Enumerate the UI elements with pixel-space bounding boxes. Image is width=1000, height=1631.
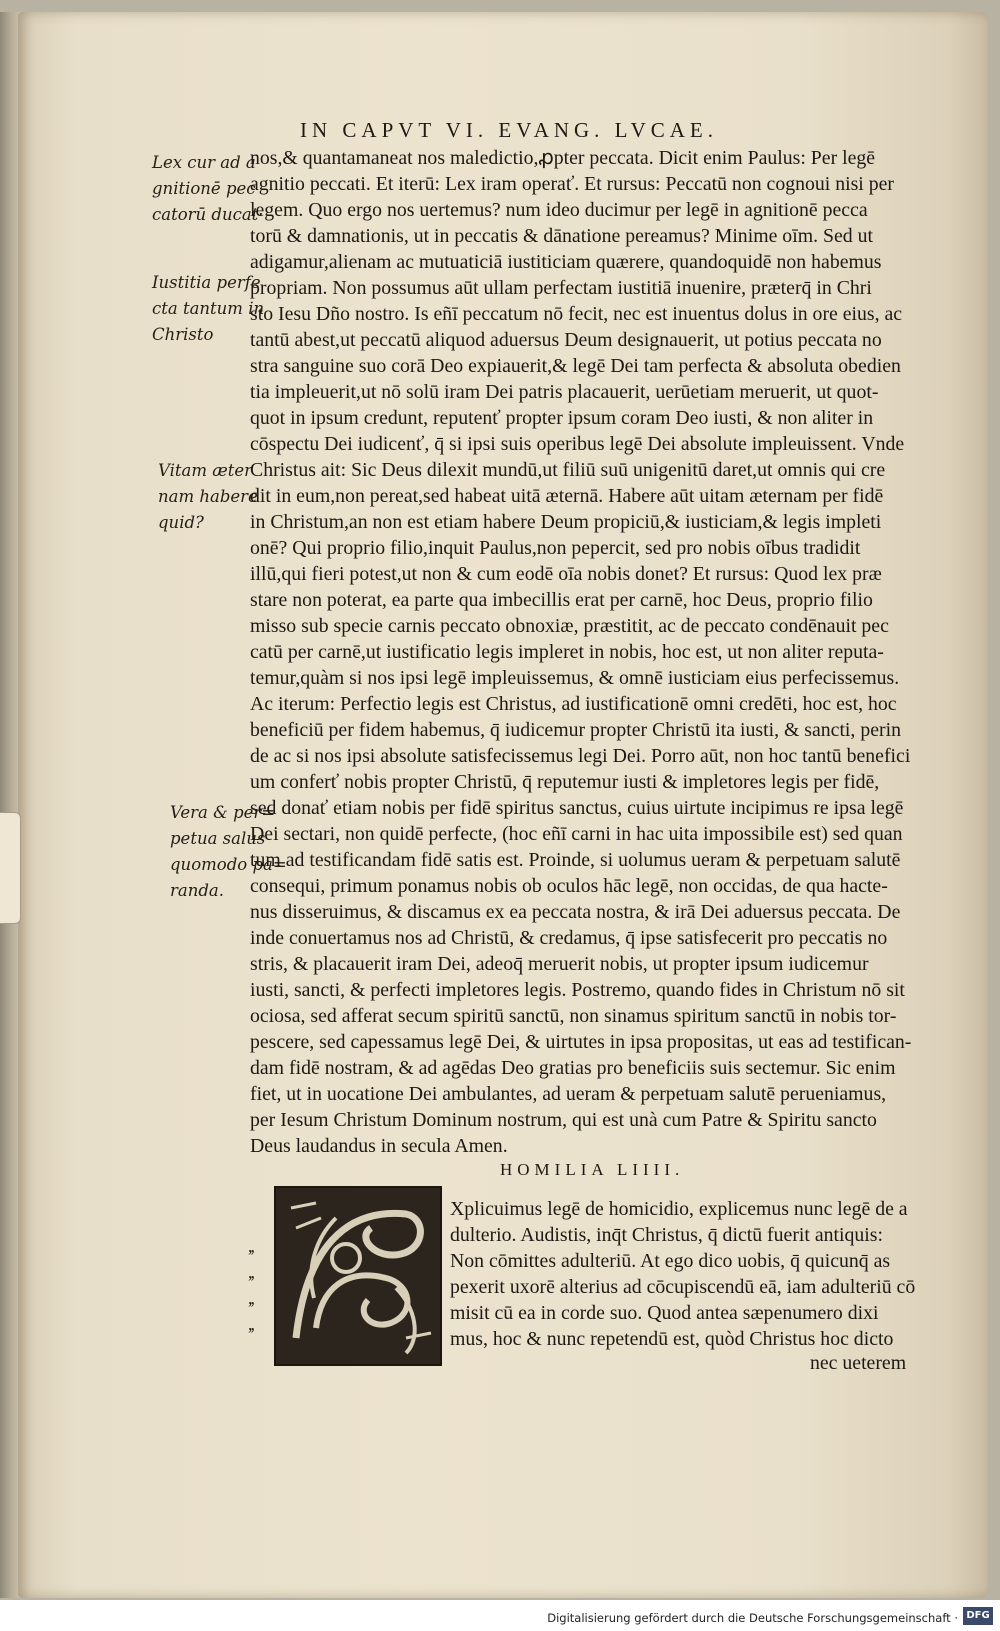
margin-note-1 bbox=[152, 150, 264, 228]
text-line: adigamur,alienam ac mutuaticiā iustiticiam quærere, quandoquidē non habemus bbox=[250, 251, 882, 273]
margin-note-line: cta tantum in bbox=[152, 299, 265, 318]
text-line: agnitio peccati. Et iterū: Lex iram operať. Et rursus: Peccatū non cognoui nisi per bbox=[250, 173, 895, 195]
text-line: stare non poterat, ea parte qua imbecillis erat per carnē, hoc Deus, proprio filio bbox=[250, 589, 873, 611]
text-line: tum ad testificandam fidē satis est. Proinde, si uolumus ueram & perpetuam salutē bbox=[250, 849, 901, 871]
margin-note-line: quomodo pa= bbox=[170, 855, 287, 874]
text-line: pescere, sed capessamus legē Dei, & uirtutes in ipsa propositas, ut eas ad testifican- bbox=[250, 1031, 912, 1053]
text-line: mus, hoc & nunc repetendū est, quòd Christus hoc dicto bbox=[450, 1328, 894, 1350]
text-line: Dei sectari, non quidē perfecte, (hoc eñī carni in hac uita impossibile est) sed quan bbox=[250, 823, 903, 845]
text-line: misit cū ea in corde suo. Quod antea sæpenumero dixi bbox=[450, 1302, 879, 1324]
text-line: fiet, ut in uocatione Dei ambulantes, ad ueram & perpetuam salutē perueniamus, bbox=[250, 1083, 887, 1105]
text-line: beneficiū per fidem habemus, q̄ iudicemur propter Christū ita iusti, & sancti, perin bbox=[250, 719, 901, 741]
text-line: per Iesum Christum Dominum nostrum, qui est unà cum Patre & Spiritu sancto bbox=[250, 1109, 877, 1131]
text-line: illū,qui fieri potest,ut non & cum eodē oīa nobis donet? Et rursus: Quod lex præ bbox=[250, 563, 882, 585]
text-line: onē? Qui proprio filio,inquit Paulus,non pepercit, sed pro nobis oībus tradidit bbox=[250, 537, 861, 559]
text-line: Non cōmittes adulteriū. At ego dico uobis, q̄ quicunq̄ as bbox=[450, 1250, 891, 1272]
text-line: in Christum,an non est etiam habere Deum propiciū,& iusticiam,& legis impleti bbox=[250, 511, 882, 533]
text-line: cōspectu Dei iudicenť, q̄ si ipsi suis operibus legē Dei absolute impleuissent. Vnde bbox=[250, 433, 905, 455]
page-clip bbox=[0, 812, 21, 924]
text-line: ociosa, sed afferat secum spiritū sanctū, non sinamus spiritum sanctū in nobis tor- bbox=[250, 1005, 897, 1027]
dfg-logo: DFG bbox=[963, 1607, 993, 1625]
text-line: tia impleuerit,ut nō solū iram Dei patris placauerit, uerūetiam meruerit, ut quot- bbox=[250, 381, 879, 403]
text-line: torū & damnationis, ut in peccatis & dānatione pereamus? Minime oīm. Sed ut bbox=[250, 225, 873, 247]
text-line: dam fidē nostram, & ad agēdas Deo gratias pro beneficiis suis sectemur. Sic enim bbox=[250, 1057, 896, 1079]
text-line: stris, & placauerit iram Dei, adeoq̄ meruerit nobis, ut propter ipsum iudicemur bbox=[250, 953, 869, 975]
quote-mark: ,, bbox=[248, 1314, 253, 1334]
text-line: consequi, primum ponamus nobis ob oculos hāc legē, non occidas, de qua hacte- bbox=[250, 875, 888, 897]
margin-note-line: quid? bbox=[158, 513, 204, 532]
margin-note-line: catorū ducat· bbox=[152, 205, 264, 224]
text-line: pexerit uxorē alterius ad cōcupiscendū eā, iam adulteriū cō bbox=[450, 1276, 916, 1298]
text-line: dit in eum,non pereat,sed habeat uitā æternā. Habere aūt uitam æternam per fidē bbox=[250, 485, 884, 507]
margin-note-line: Iustitia perfe bbox=[152, 273, 261, 292]
text-line: nus disseruimus, & discamus ex ea peccata nostra, & irā Dei aduersus peccata. De bbox=[250, 901, 901, 923]
text-line: Deus laudandus in secula Amen. bbox=[250, 1135, 508, 1157]
ornament-icon bbox=[276, 1188, 440, 1364]
text-line: dulterio. Audistis, inq̄t Christus, q̄ dictū fuerit antiquis: bbox=[450, 1224, 883, 1246]
decorated-initial-e bbox=[274, 1186, 442, 1366]
margin-note-line: nam habere bbox=[158, 487, 258, 506]
text-line: misso sub specie carnis peccato obnoxiæ, præstitit, ac de peccato condēnauit pec bbox=[250, 615, 889, 637]
margin-note-line: Vitam æter bbox=[158, 461, 253, 480]
text-line: de ac si nos ipsi absolute satisfecissemus legi Dei. Porro aūt, non hoc tantū benefici bbox=[250, 745, 911, 767]
text-line: iusti, sancti, & perfecti impletores legis. Postremo, quando fides in Christum nō sit bbox=[250, 979, 905, 1001]
text-line: Xplicuimus legē de homicidio, explicemus nunc legē de a bbox=[450, 1198, 908, 1220]
margin-note-line: Lex cur ad a bbox=[152, 153, 256, 172]
text-line: sed donať etiam nobis per fidē spiritus sanctus, cuius uirtute incipimus re ipsa legē bbox=[250, 797, 904, 819]
text-line: temur,quàm si nos ipsi legē impleuissemus, & omnē iusticiam eius perfecissemus. bbox=[250, 667, 900, 689]
margin-note-2 bbox=[152, 270, 264, 348]
quote-mark: ,, bbox=[248, 1288, 253, 1308]
text-line: nos,& quantamaneat nos maledictio,ꝓpter peccata. Dicit enim Paulus: Per legē bbox=[250, 147, 876, 169]
text-line: Ac iterum: Perfectio legis est Christus, ad iustificationē omni credēti, hoc est, hoc bbox=[250, 693, 897, 715]
funding-credit: Digitalisierung gefördert durch die Deutsche Forschungsgemeinschaft · bbox=[547, 1611, 958, 1625]
margin-note-line: Christo bbox=[152, 325, 214, 344]
text-line: stra sanguine suo corā Deo expiauerit,& legē Dei tam perfecta & absoluta obedien bbox=[250, 355, 901, 377]
text-line: tantū abest,ut peccatū aliquod aduersus Deum designauerit, ut potius peccata no bbox=[250, 329, 882, 351]
margin-note-line: randa. bbox=[170, 881, 224, 900]
margin-note-line: gnitionē pec bbox=[152, 179, 256, 198]
margin-note-line: petua salus bbox=[170, 829, 266, 848]
text-line: catū per carnē,ut iustificatio legis impleret in nobis, hoc est, ut non aliter reputa- bbox=[250, 641, 884, 663]
catchword: nec ueterem bbox=[810, 1352, 907, 1374]
homily-title: HOMILIA LIIII. bbox=[500, 1160, 685, 1179]
text-line: Christus ait: Sic Deus dilexit mundū,ut filiū suū unigenitū daret,ut omnis qui cre bbox=[250, 459, 886, 481]
text-line: sto Iesu Dño nostro. Is eñī peccatum nō fecit, nec est inuentus dolus in ore eius, ac bbox=[250, 303, 903, 325]
margin-note-3 bbox=[158, 458, 258, 536]
margin-note-line: Vera & per= bbox=[170, 803, 276, 822]
text-line: um conferť nobis propter Christū, q̄ reputemur iusti & impletores legis per fidē, bbox=[250, 771, 880, 793]
text-line: inde conuertamus nos ad Christū, & credamus, q̄ ipse satisfecerit pro peccatis no bbox=[250, 927, 888, 949]
text-line: legem. Quo ergo nos uertemus? num ideo ducimur per legē in agnitionē pecca bbox=[250, 199, 868, 221]
quote-mark: ,, bbox=[248, 1236, 253, 1256]
quote-mark: ,, bbox=[248, 1262, 253, 1282]
running-head: IN CAPVT VI. EVANG. LVCAE. bbox=[300, 118, 719, 142]
text-line: quot in ipsum credunt, reputenť propter ipsum coram Deo iusti, & non aliter in bbox=[250, 407, 874, 429]
text-line: propriam. Non possumus aūt ullam perfectam iustitiā inuenire, præterq̄ in Chri bbox=[250, 277, 872, 299]
